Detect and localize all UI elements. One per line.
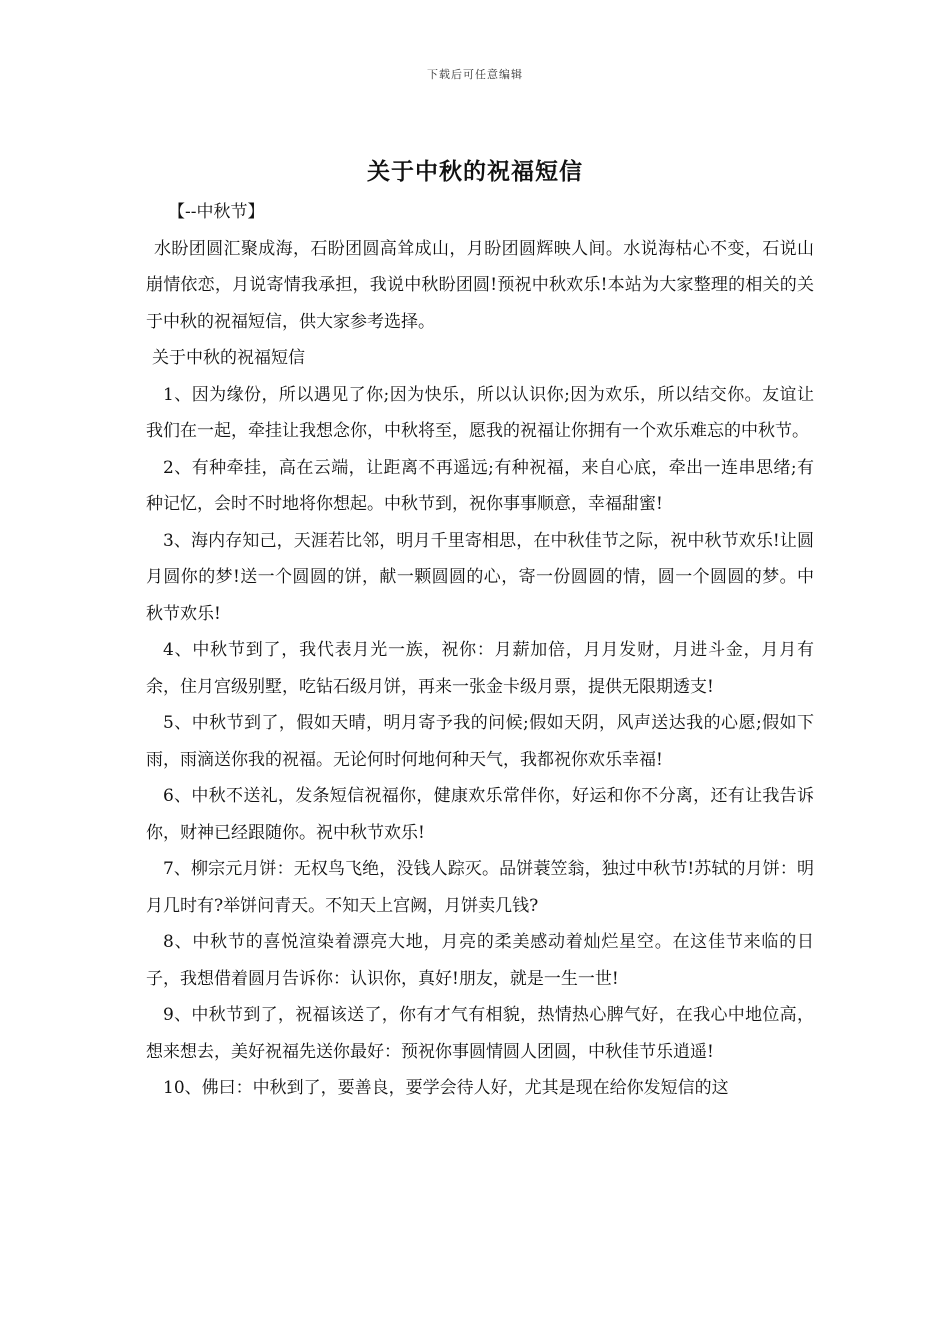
section-subtitle: 关于中秋的祝福短信	[152, 348, 305, 368]
list-item: 7、柳宗元月饼：无权鸟飞绝，没钱人踪灭。品饼蓑笠翁，独过中秋节!苏轼的月饼：明月几时有?举饼问青天。不知天上宫阙，月饼卖几钱?	[146, 859, 814, 916]
category-tag: 【--中秋节】	[168, 202, 265, 222]
list-item: 9、中秋节到了，祝福该送了，你有才气有相貌，热情热心脾气好，在我心中地位高，想来想去，美好祝福先送你最好：预祝你事圆情圆人团圆，中秋佳节乐逍遥!	[146, 1005, 814, 1062]
document-body	[146, 194, 814, 1107]
list-item: 1、因为缘份，所以遇见了你;因为快乐，所以认识你;因为欢乐，所以结交你。友谊让我们在一起，牵挂让我想念你，中秋将至，愿我的祝福让你拥有一个欢乐难忘的中秋节。	[146, 384, 814, 441]
list-item: 3、海内存知己，天涯若比邻，明月千里寄相思，在中秋佳节之际，祝中秋节欢乐!让圆月圆你的梦!送一个圆圆的饼，献一颗圆圆的心，寄一份圆圆的情，圆一个圆圆的梦。中秋节欢乐!	[146, 530, 814, 624]
intro-paragraph: 水盼团圆汇聚成海，石盼团圆高耸成山，月盼团圆辉映人间。水说海枯心不变，石说山崩情依恋，月说寄情我承担，我说中秋盼团圆!预祝中秋欢乐!本站为大家整理的相关的关于中秋的祝福短信，供大家参考选择。	[146, 238, 814, 332]
list-item: 6、中秋不送礼，发条短信祝福你，健康欢乐常伴你，好运和你不分离，还有让我告诉你，财神已经跟随你。祝中秋节欢乐!	[146, 786, 814, 843]
list-item: 5、中秋节到了，假如天晴，明月寄予我的问候;假如天阴，风声送达我的心愿;假如下雨，雨滴送你我的祝福。无论何时何地何种天气，我都祝你欢乐幸福!	[146, 713, 814, 770]
document-title: 关于中秋的祝福短信	[367, 158, 583, 185]
list-item: 2、有种牵挂，高在云端，让距离不再遥远;有种祝福，来自心底，牵出一连串思绪;有种记忆，会时不时地将你想起。中秋节到，祝你事事顺意，幸福甜蜜!	[146, 457, 814, 514]
page-header-note: 下载后可任意编辑	[427, 68, 523, 81]
list-item: 8、中秋节的喜悦渲染着漂亮大地，月亮的柔美感动着灿烂星空。在这佳节来临的日子，我想借着圆月告诉你：认识你，真好!朋友，就是一生一世!	[146, 932, 814, 989]
list-item: 10、佛曰：中秋到了，要善良，要学会待人好，尤其是现在给你发短信的这	[163, 1078, 729, 1098]
list-item: 4、中秋节到了，我代表月光一族，祝你：月薪加倍，月月发财，月进斗金，月月有余，住月宫级别墅，吃钻石级月饼，再来一张金卡级月票，提供无限期透支!	[146, 640, 814, 697]
